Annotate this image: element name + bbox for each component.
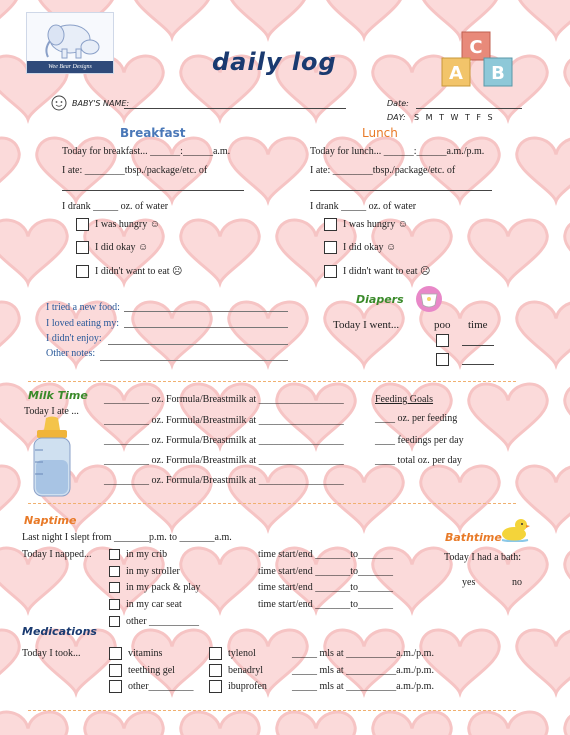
med-tylenol[interactable]: tylenol bbox=[209, 647, 256, 660]
food-didnt-field[interactable] bbox=[108, 344, 288, 345]
medications-took-label: Today I took... bbox=[22, 648, 81, 659]
medications-title: Medications bbox=[22, 625, 97, 638]
food-new-label: I tried a new food: bbox=[46, 302, 120, 313]
checkbox[interactable] bbox=[209, 664, 222, 677]
checkbox[interactable] bbox=[109, 566, 120, 577]
heart-shape bbox=[0, 630, 19, 693]
milk-title: Milk Time bbox=[28, 389, 88, 402]
diaper-icon bbox=[414, 285, 444, 313]
brand-logo bbox=[26, 12, 114, 74]
checkbox[interactable] bbox=[436, 353, 449, 366]
heart-shape bbox=[85, 712, 164, 735]
elephant-icon bbox=[28, 15, 114, 63]
bath-no-option[interactable]: no bbox=[512, 577, 522, 588]
milk-row[interactable]: _________ oz. Formula/Breastmilk at _________________ bbox=[104, 394, 344, 405]
checkbox[interactable] bbox=[109, 647, 122, 660]
heart-shape bbox=[565, 548, 570, 611]
heart-shape bbox=[565, 384, 570, 447]
heart-shape bbox=[517, 138, 570, 201]
milk-row[interactable]: _________ oz. Formula/Breastmilk at _________________ bbox=[104, 475, 344, 486]
checkbox[interactable] bbox=[436, 334, 449, 347]
breakfast-drank-line[interactable]: I drank _____ oz. of water bbox=[62, 201, 169, 212]
feeding-goals-title: Feeding Goals bbox=[375, 394, 434, 405]
day-label: DAY: bbox=[387, 113, 406, 122]
med-dose-row[interactable]: _____ mls at __________a.m./p.m. bbox=[292, 665, 434, 676]
goal-total-per-day[interactable]: ____ total oz. per day bbox=[375, 455, 462, 466]
diaper-row[interactable] bbox=[436, 353, 455, 366]
section-divider bbox=[28, 710, 516, 711]
checkbox[interactable] bbox=[109, 680, 122, 693]
nap-place-car-seat[interactable]: in my car seat bbox=[109, 599, 182, 610]
block-letter-a: A bbox=[449, 63, 463, 84]
diaper-row[interactable] bbox=[436, 334, 455, 347]
heart-shape bbox=[37, 630, 116, 693]
brand-tagline-bar: Wee Bear Designs bbox=[27, 61, 113, 73]
diaper-time-field[interactable] bbox=[462, 364, 494, 365]
diapers-title: Diapers bbox=[356, 293, 404, 306]
lunch-drank-line[interactable]: I drank _____ oz. of water bbox=[310, 201, 417, 212]
food-loved-label: I loved eating my: bbox=[46, 318, 120, 329]
abc-blocks-icon bbox=[440, 28, 520, 90]
food-notes-label: Other notes: bbox=[46, 348, 96, 359]
date-label: Date: bbox=[387, 99, 409, 108]
heart-shape bbox=[229, 0, 308, 37]
heart-shape bbox=[133, 0, 212, 37]
heart-shape bbox=[0, 466, 19, 529]
checkbox[interactable] bbox=[324, 265, 337, 278]
heart-shape bbox=[0, 712, 67, 735]
milk-row[interactable]: _________ oz. Formula/Breastmilk at _________________ bbox=[104, 455, 344, 466]
heart-shape bbox=[373, 712, 452, 735]
heart-shape bbox=[277, 712, 356, 735]
bath-had-label: Today I had a bath: bbox=[444, 552, 522, 563]
checkbox[interactable] bbox=[109, 582, 120, 593]
heart-shape bbox=[181, 712, 260, 735]
checkbox[interactable] bbox=[209, 680, 222, 693]
lunch-ate-line[interactable]: I ate: ________tbsp./package/etc. of bbox=[310, 165, 456, 176]
checkbox[interactable] bbox=[324, 218, 337, 231]
naptime-last-night[interactable]: Last night I slept from _______p.m. to _______a.m. bbox=[22, 532, 232, 543]
heart-shape bbox=[181, 220, 260, 283]
checkbox[interactable] bbox=[76, 218, 89, 231]
med-dose-row[interactable]: _____ mls at __________a.m./p.m. bbox=[292, 681, 434, 692]
heart-shape bbox=[565, 712, 570, 735]
checkbox[interactable] bbox=[209, 647, 222, 660]
diapers-went-label: Today I went... bbox=[333, 319, 400, 331]
checkbox[interactable] bbox=[109, 616, 120, 627]
heart-shape bbox=[0, 0, 19, 37]
heart-shape bbox=[0, 138, 19, 201]
day-letters[interactable]: S M T W T F S bbox=[414, 113, 495, 122]
lunch-option-didnt[interactable]: I didn't want to eat ☹ bbox=[324, 265, 431, 278]
checkbox[interactable] bbox=[76, 265, 89, 278]
heart-shape bbox=[469, 384, 548, 447]
milk-row[interactable]: _________ oz. Formula/Breastmilk at _________________ bbox=[104, 435, 344, 446]
date-field[interactable] bbox=[416, 108, 522, 109]
section-divider bbox=[28, 381, 516, 382]
heart-shape bbox=[421, 466, 500, 529]
med-teething-gel[interactable]: teething gel bbox=[109, 664, 175, 677]
nap-place-other[interactable]: other __________ bbox=[109, 616, 199, 627]
heart-shape bbox=[181, 548, 260, 611]
milk-row[interactable]: _________ oz. Formula/Breastmilk at _________________ bbox=[104, 415, 344, 426]
naptime-napped-label: Today I napped... bbox=[22, 549, 92, 560]
lunch-title: Lunch bbox=[362, 126, 398, 140]
checkbox[interactable] bbox=[109, 599, 120, 610]
med-other[interactable]: other_________ bbox=[109, 680, 194, 693]
milk-ate-label: Today I ate ... bbox=[24, 406, 79, 417]
bathtime-title: Bathtime bbox=[445, 531, 502, 544]
heart-shape bbox=[0, 302, 19, 365]
breakfast-ate-line[interactable]: I ate: ________tbsp./package/etc. of bbox=[62, 165, 208, 176]
med-vitamins[interactable]: vitamins bbox=[109, 647, 162, 660]
food-loved-field[interactable] bbox=[124, 327, 288, 328]
heart-shape bbox=[469, 712, 548, 735]
nap-time-row[interactable]: time start/end _______to_______ bbox=[258, 566, 393, 577]
rubber-duck-icon bbox=[500, 516, 530, 542]
nap-time-row[interactable]: time start/end _______to_______ bbox=[258, 599, 393, 610]
heart-shape bbox=[325, 0, 404, 37]
breakfast-option-didnt[interactable]: I didn't want to eat ☹ bbox=[76, 265, 183, 278]
block-letter-b: B bbox=[491, 63, 505, 84]
med-benadryl[interactable]: benadryl bbox=[209, 664, 263, 677]
nap-time-row[interactable]: time start/end _______to_______ bbox=[258, 582, 393, 593]
breakfast-option-hungry[interactable]: I was hungry ☺ bbox=[76, 218, 160, 231]
heart-shape bbox=[517, 630, 570, 693]
breakfast-option-okay[interactable]: I did okay ☺ bbox=[76, 241, 148, 254]
med-ibuprofen[interactable]: ibuprofen bbox=[209, 680, 267, 693]
nap-place-stroller[interactable]: in my stroller bbox=[109, 566, 180, 577]
page-title: daily log bbox=[212, 48, 337, 76]
checkbox[interactable] bbox=[109, 664, 122, 677]
heart-shape bbox=[325, 302, 404, 365]
food-notes-field[interactable] bbox=[100, 360, 288, 361]
lunch-ate-field[interactable] bbox=[310, 190, 492, 191]
nap-place-crib[interactable]: in my crib bbox=[109, 549, 167, 560]
diapers-poo-header: poo bbox=[434, 319, 451, 331]
lunch-time-line[interactable]: Today for lunch... ______:______a.m./p.m. bbox=[310, 146, 485, 157]
naptime-title: Naptime bbox=[24, 514, 77, 527]
baby-bottle-icon bbox=[27, 416, 77, 500]
baby-face-icon bbox=[50, 95, 68, 111]
food-didnt-label: I didn't enjoy: bbox=[46, 333, 102, 344]
heart-shape bbox=[517, 0, 570, 37]
goal-per-feeding[interactable]: ____ oz. per feeding bbox=[375, 413, 458, 424]
checkbox[interactable] bbox=[324, 241, 337, 254]
diapers-time-header: time bbox=[468, 319, 488, 331]
breakfast-ate-field[interactable] bbox=[62, 190, 244, 191]
lunch-option-hungry[interactable]: I was hungry ☺ bbox=[324, 218, 408, 231]
baby-name-field[interactable] bbox=[124, 108, 346, 109]
heart-shape bbox=[565, 220, 570, 283]
checkbox[interactable] bbox=[76, 241, 89, 254]
bath-yes-option[interactable]: yes bbox=[462, 577, 476, 588]
heart-shape bbox=[229, 138, 308, 201]
breakfast-time-line[interactable]: Today for breakfast... ______:______a.m. bbox=[62, 146, 231, 157]
heart-shape bbox=[565, 56, 570, 119]
heart-shape bbox=[517, 302, 570, 365]
checkbox[interactable] bbox=[109, 549, 120, 560]
lunch-option-okay[interactable]: I did okay ☺ bbox=[324, 241, 396, 254]
nap-place-pack-play[interactable]: in my pack & play bbox=[109, 582, 200, 593]
heart-shape bbox=[469, 220, 548, 283]
diaper-time-field[interactable] bbox=[462, 345, 494, 346]
breakfast-title: Breakfast bbox=[120, 126, 186, 140]
med-dose-row[interactable]: _____ mls at __________a.m./p.m. bbox=[292, 648, 434, 659]
heart-shape bbox=[0, 220, 67, 283]
baby-name-label: BABY'S NAME: bbox=[72, 99, 130, 108]
food-new-field[interactable] bbox=[124, 311, 288, 312]
goal-feedings-per-day[interactable]: ____ feedings per day bbox=[375, 435, 464, 446]
block-letter-c: C bbox=[469, 37, 483, 58]
nap-time-row[interactable]: time start/end _______to_______ bbox=[258, 549, 393, 560]
section-divider bbox=[28, 503, 516, 504]
